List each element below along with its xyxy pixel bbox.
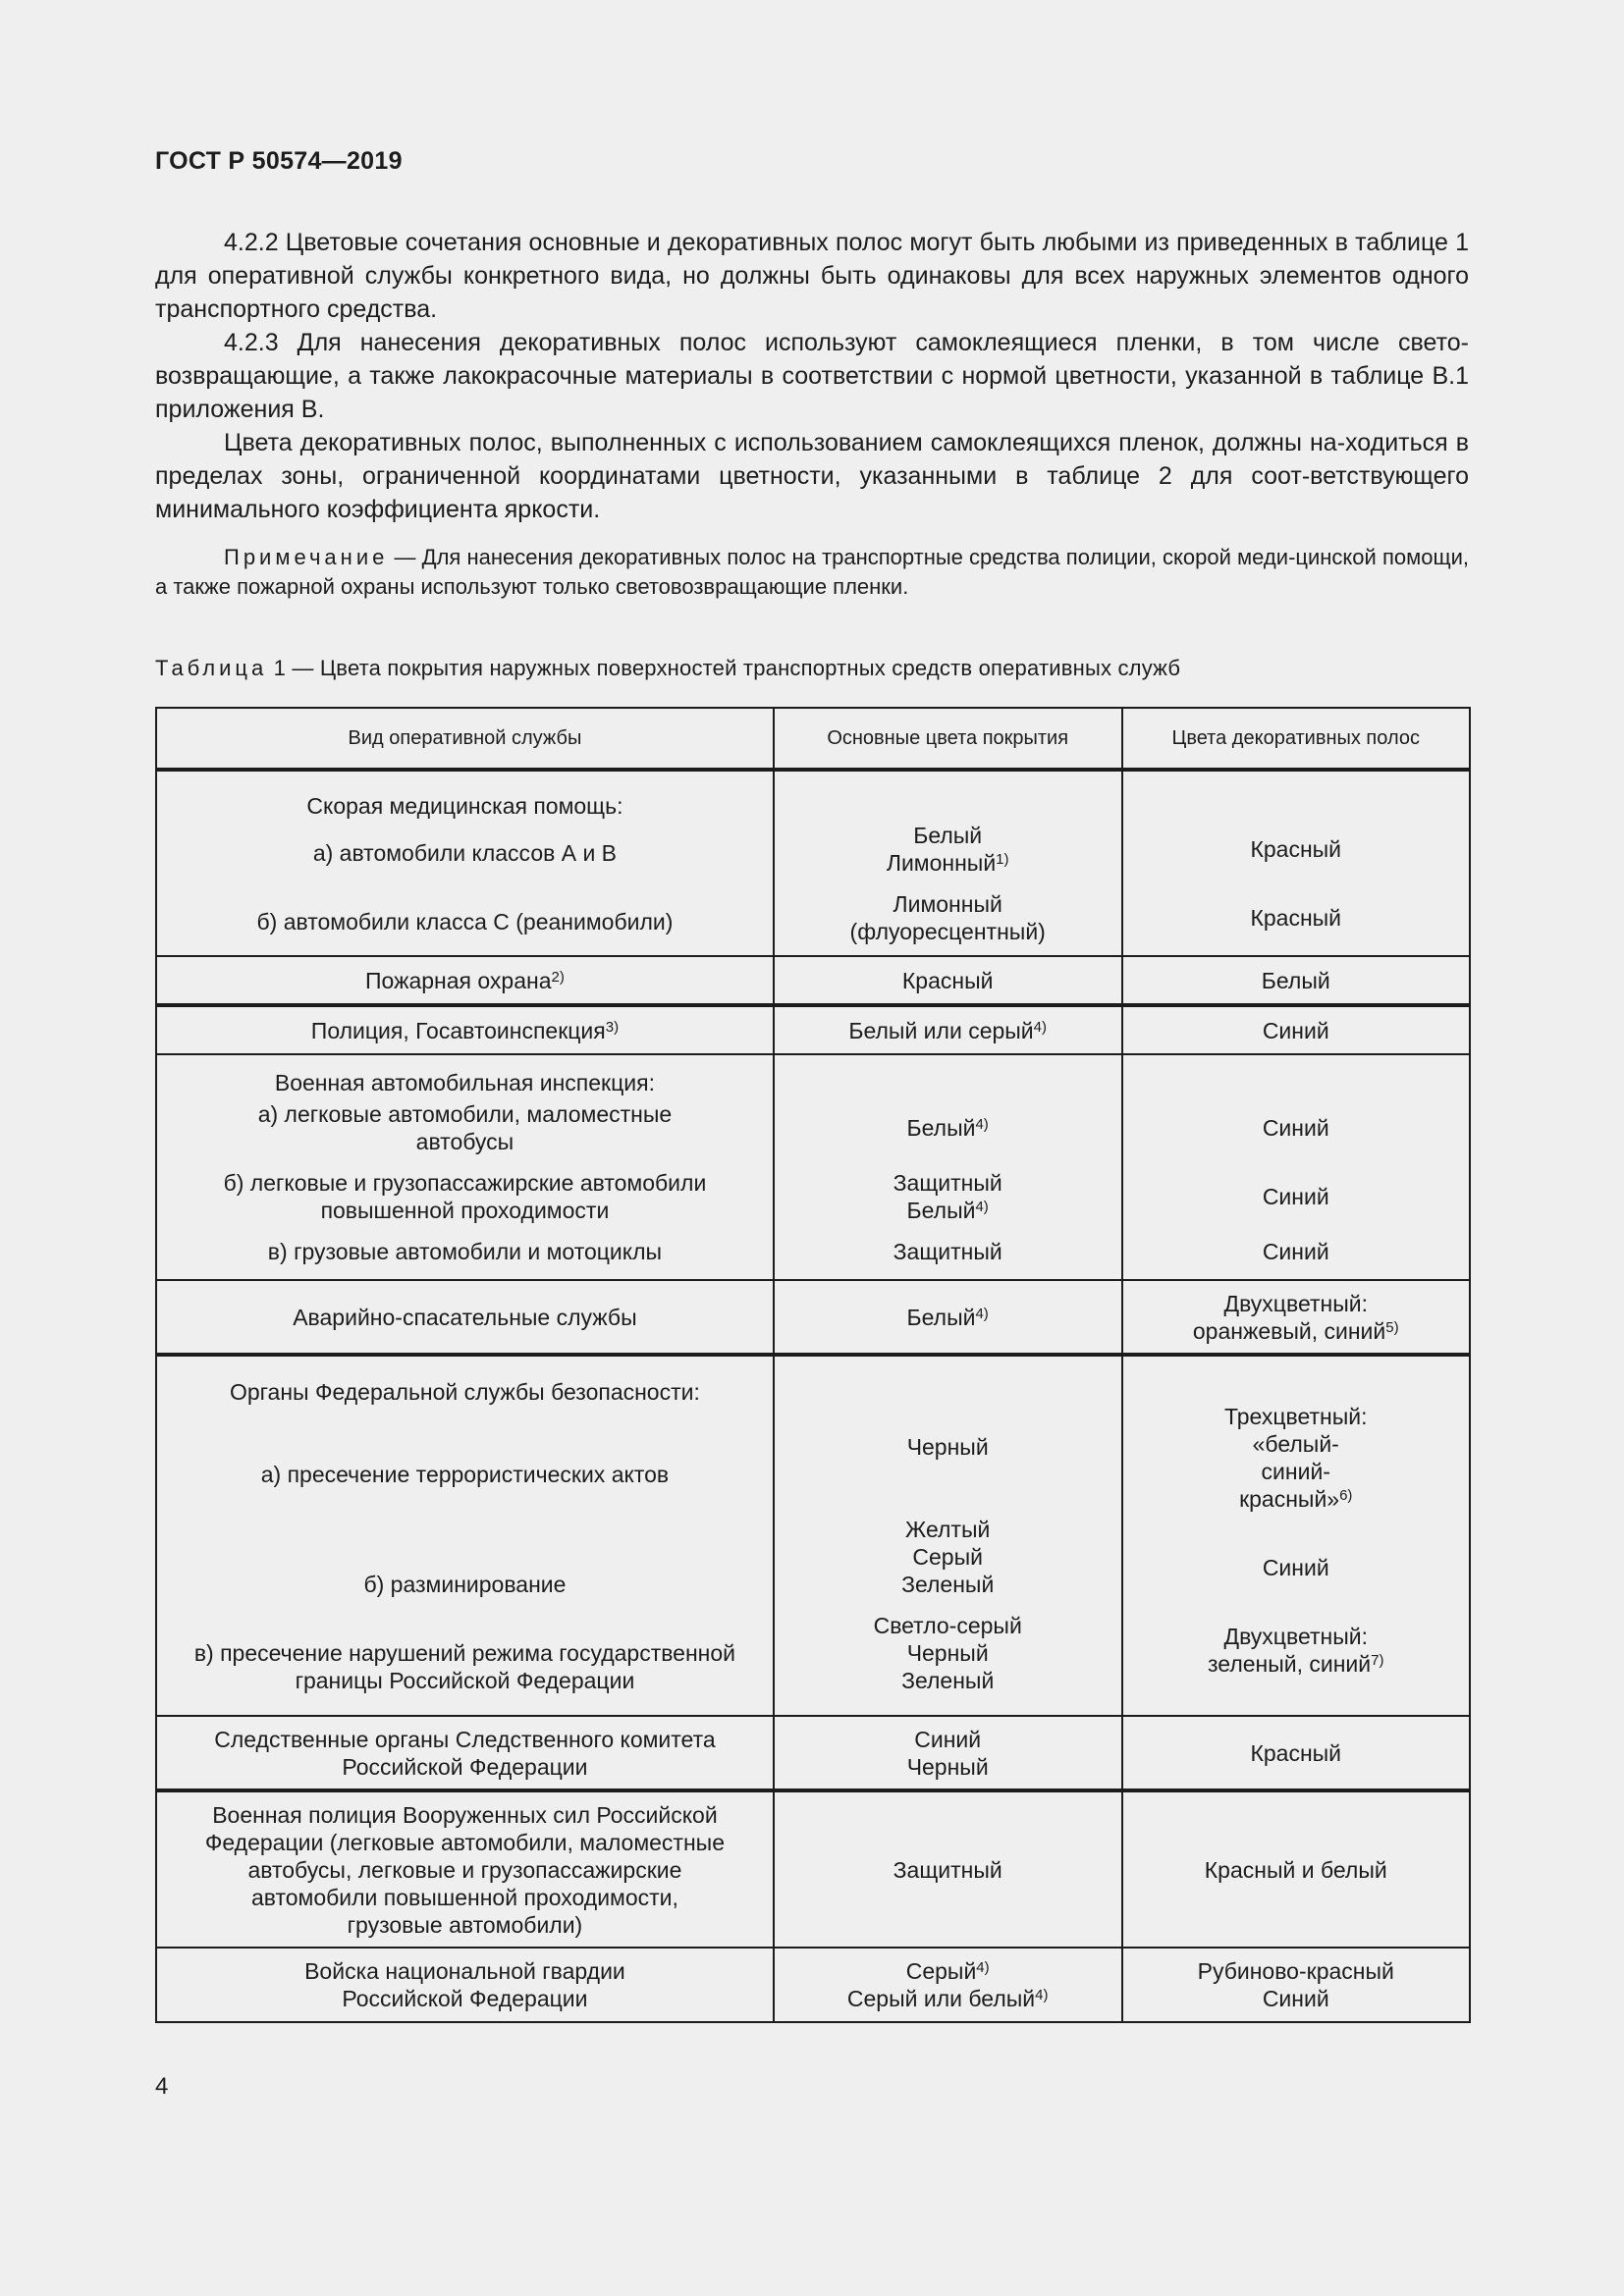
footnote-ref: 7): [1371, 1651, 1384, 1669]
table-row: [156, 1280, 1470, 1355]
table-row: [156, 1716, 1470, 1790]
main-color-cell: Синий Черный: [774, 1716, 1122, 1790]
header-service: Вид оперативной службы: [156, 708, 774, 770]
service-cell: Следственные органы Следственного комитета Российской Федерации: [156, 1716, 774, 1790]
decorative-color-cell: Синий Синий Синий: [1122, 1054, 1471, 1280]
footnote-ref: 6): [1339, 1486, 1353, 1504]
footnote-ref: 4): [976, 1959, 990, 1976]
main-color-cell: Черный Желтый Серый Зеленый Светло-серый Черный Зеленый: [774, 1355, 1122, 1716]
table-caption-label: Таблица: [155, 656, 268, 680]
table-row: [156, 1355, 1470, 1716]
body-text: [155, 226, 1469, 526]
footnote-ref: 2): [551, 968, 565, 986]
page-number: 4: [155, 2073, 169, 2100]
color-value: Белый: [913, 822, 983, 848]
paragraph-4-2-2: 4.2.2 Цветовые сочетания основные и декоративных полос могут быть любыми из приведенных в таблице 1 для оперативной службы конкретного вида, но должны быть одинаковы для всех наружных элементов одного транспортного средства.: [155, 229, 1469, 323]
color-value: Лимонный: [893, 890, 1002, 917]
table-row: [156, 956, 1470, 1005]
color-value: Красный: [1250, 835, 1342, 862]
decorative-color-cell: Двухцветный: оранжевый, синий$^{5)}$: [1122, 1280, 1471, 1355]
table-header-row: [156, 708, 1470, 770]
footnote-ref: 4): [975, 1199, 989, 1215]
header-main-colors: Основные цвета покрытия: [774, 708, 1122, 770]
group-title: Скорая медицинская помощь:: [306, 792, 623, 819]
decorative-color-cell: [1122, 770, 1471, 956]
table-caption: [155, 656, 1180, 681]
document-header: ГОСТ Р 50574—2019: [155, 147, 403, 175]
decorative-color-cell: Белый: [1122, 956, 1471, 1005]
service-subitem: б) автомобили класса С (реанимобили): [256, 908, 674, 934]
main-color-cell: Белый$^{4)}$: [774, 1280, 1122, 1355]
main-color-cell: Красный: [774, 956, 1122, 1005]
service-cell: Военная полиция Вооруженных сил Российской Федерации (легковые автомобили, маломестные автобусы, легковые и грузопассажирские автомобили повышенной проходимости, грузовые автомобили): [156, 1790, 774, 1948]
service-cell: [156, 770, 774, 956]
group-title: Органы Федеральной службы безопасности:: [229, 1378, 700, 1405]
service-cell: Военная автомобильная инспекция: а) легковые автомобили, маломестные автобусы б) легковые и грузопассажирские автомобили повышенной проходимости в) грузовые автомобили и мотоциклы: [156, 1054, 774, 1280]
table-row: [156, 1005, 1470, 1054]
colors-table: [155, 707, 1471, 2023]
main-color-cell: [774, 770, 1122, 956]
note-label: Примечание: [224, 545, 389, 569]
footnote-ref: 5): [1385, 1318, 1399, 1336]
footnote-ref: 1): [996, 850, 1009, 868]
table-row: [156, 1948, 1470, 2022]
color-value: (флуоресцентный): [849, 918, 1046, 944]
table-row: [156, 1790, 1470, 1948]
decorative-color-cell: Красный и белый: [1122, 1790, 1471, 1948]
service-cell: Органы Федеральной службы безопасности: а) пресечение террористических актов б) разминирование в) пресечение нарушений режима государственной границы Российской Федерации: [156, 1355, 774, 1716]
decorative-color-cell: Синий: [1122, 1005, 1471, 1054]
footnote-ref: 4): [1035, 1987, 1049, 2003]
footnote-ref: 3): [605, 1018, 620, 1036]
table-caption-text: 1 — Цвета покрытия наружных поверхностей транспортных средств оперативных служб: [273, 656, 1181, 680]
color-value: Красный: [1250, 904, 1342, 931]
header-decorative-colors: Цвета декоративных полос: [1122, 708, 1471, 770]
service-cell: Полиция, Госавтоинспекция$^{3)}$: [156, 1005, 774, 1054]
service-subitem: а) автомобили классов А и В: [312, 839, 618, 866]
main-color-cell: Белый или серый$^{4)}$: [774, 1005, 1122, 1054]
table-row: [156, 1054, 1470, 1280]
main-color-cell: Защитный: [774, 1790, 1122, 1948]
decorative-color-cell: Рубиново-красный Синий: [1122, 1948, 1471, 2022]
table-row: [156, 770, 1470, 956]
paragraph-colors: Цвета декоративных полос, выполненных с использованием самоклеящихся пленок, должны на-ходиться в пределах зоны, ограниченной координатами цветности, указанными в таблице 2 для соот-ветствующего минимального коэффициента яркости.: [155, 429, 1469, 523]
decorative-color-cell: Красный: [1122, 1716, 1471, 1790]
footnote-ref: 4): [975, 1305, 989, 1322]
color-value: Лимонный: [886, 849, 997, 876]
note: [155, 543, 1469, 602]
service-cell: Аварийно-спасательные службы: [156, 1280, 774, 1355]
main-color-cell: Белый$^{4)}$ Защитный Белый$^{4)}$ Защитный: [774, 1054, 1122, 1280]
service-cell: Войска национальной гвардии Российской Федерации: [156, 1948, 774, 2022]
decorative-color-cell: Трехцветный: «белый- синий- красный»$^{6)}$ Синий Двухцветный: зеленый, синий$^{7)}$: [1122, 1355, 1471, 1716]
group-title: Военная автомобильная инспекция:: [274, 1070, 655, 1095]
service-cell: Пожарная охрана$^{2)}$: [156, 956, 774, 1005]
footnote-ref: 4): [1033, 1018, 1047, 1036]
paragraph-4-2-3: 4.2.3 Для нанесения декоративных полос используют самоклеящиеся пленки, в том числе свето-возвращающие, а также лакокрасочные материалы в соответствии с нормой цветности, указанной в таблице В.1 приложения В.: [155, 329, 1469, 423]
footnote-ref: 4): [975, 1116, 989, 1133]
main-color-cell: Серый$^{4)}$ Серый или белый$^{4)}$: [774, 1948, 1122, 2022]
note-text: — Для нанесения декоративных полос на транспортные средства полиции, скорой меди-цинской помощи, а также пожарной охраны используют только световозвращающие пленки.: [155, 545, 1469, 599]
